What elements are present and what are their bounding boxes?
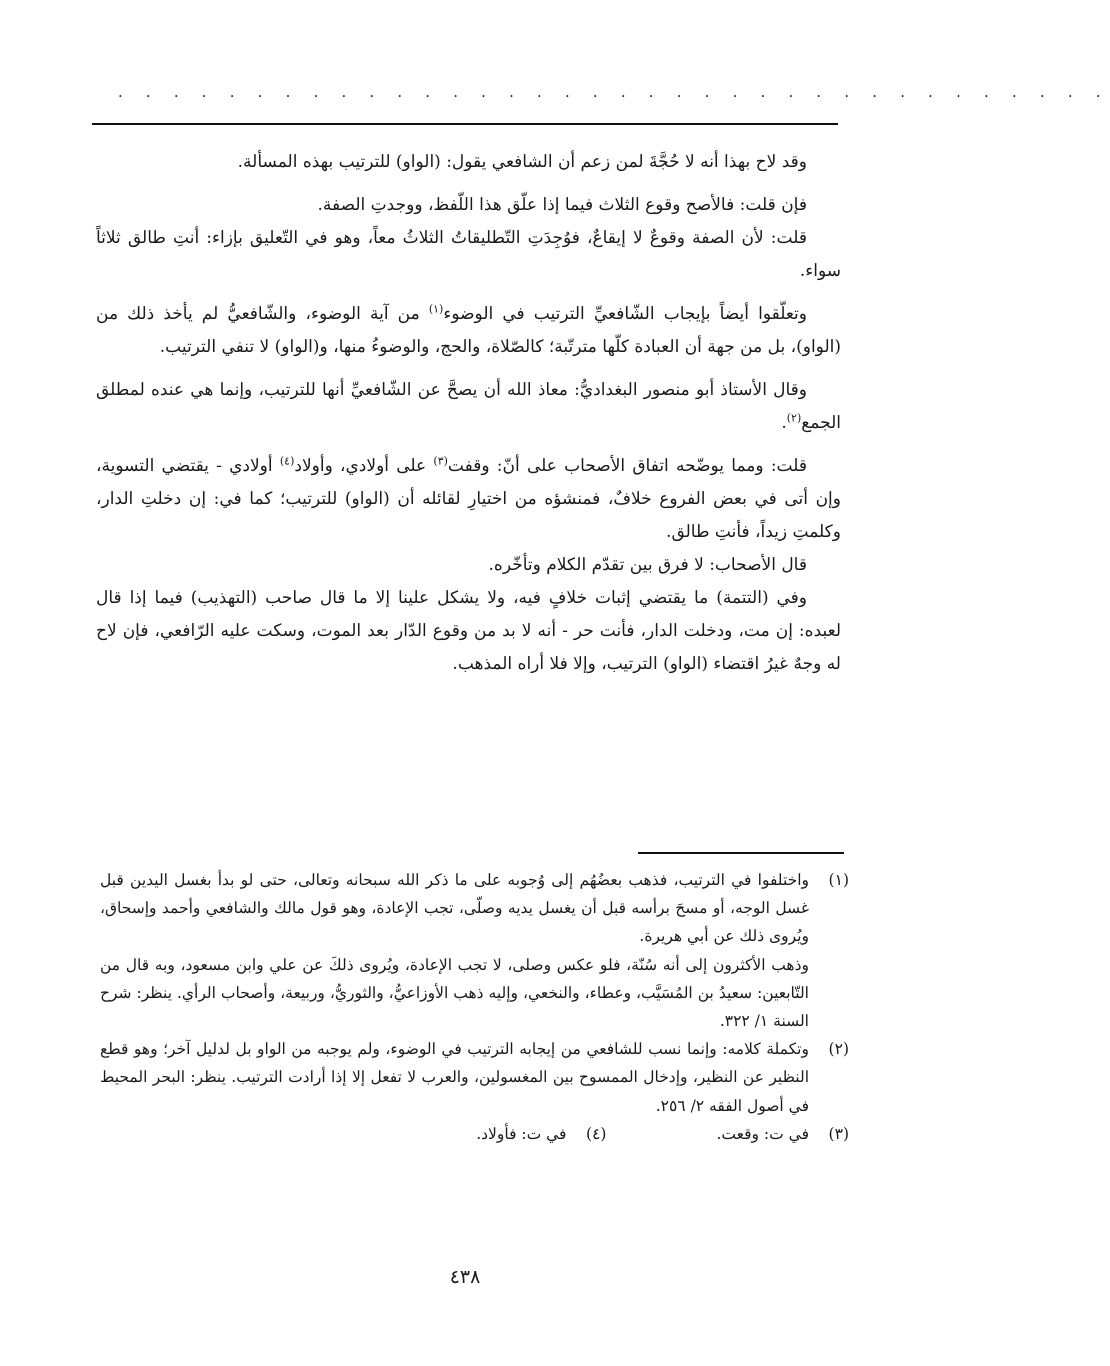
footnote-ref-3[interactable]: (٣) [433,454,448,468]
paragraph-5-end: . [781,413,787,433]
header-dotted-line: · · · · · · · · · · · · · · · · · · · · · · · · · · · · · · · · · · · · [118,87,1110,105]
footnote-1-paragraph-1: واختلفوا في الترتيب، فذهب بعضُهُم إلى وُجوبه على ما ذكر الله سبحانه وتعالى، حتى لو بدأ بغسل اليدين قبل غسل الوجه، أو مسحَ برأسه قبل أن يغسل يديه وصلّى، تجب الإعادة، وهو قول مالك والشافعي وأحمد وإسحاق، ويُروى ذلك عن أبي هريرة. [100,871,809,946]
footnote-1 [100,866,849,1035]
paragraph-4 [96,298,841,364]
page-number: ٤٣٨ [449,1266,481,1288]
paragraph-8: وفي (التتمة) ما يقتضي إثبات خلافٍ فيه، ولا يشكل علينا إلا ما قال صاحب (التهذيب) فيما إذا قال لعبده: إن مت، ودخلت الدار، فأنت حر - أنه لا بد من وقوع الدّار بعد الموت، وسكت عليه الرّافعي، فإن لاح له وجهٌ غيرُ اقتضاء (الواو) الترتيب، وإلا فلا أراه المذهب. [96,588,841,674]
footnote-ref-2[interactable]: (٢) [786,411,802,425]
footnote-3-number: (٣) [828,1124,849,1143]
header-rule [92,123,838,125]
footnote-1-paragraph-2: وذهب الأكثرون إلى أنه سُنّة، فلو عكس وصلى، لا تجب الإعادة، ويُروى ذلكَ عن علي وابن مسعود، وبه قال من التّابعين: سعيدُ بن المُسَيَّب، وعطاء، والنخعي، وإليه ذهب الأوزاعيُّ، والثوريُّ، وربيعة، وأصحاب الرأي. ينظر: شرح السنة ١/ ٣٢٢. [100,955,809,1031]
paragraph-4-end: من آية الوضوء، والشّافعيُّ لم يأخذ ذلك من (الواو)، بل من جهة أن العبادة كلّها مترتّبة؛ كالصّلاة، والحج، والوضوءُ منها، و(الواو) لا تنفي الترتيب. [96,304,841,357]
paragraph-6-start: قلت: ومما يوضّحه اتفاق الأصحاب على أنّ: وقفت [447,456,807,476]
paragraph-4-start: وتعلّقوا أيضاً بإيجاب الشّافعيِّ الترتيب في الوضوء [443,304,807,324]
footnote-ref-4[interactable]: (٤) [279,454,295,468]
paragraph-5 [96,374,841,440]
paragraph-5-start: وقال الأستاذ أبو منصور البغداديُّ: معاذ الله أن يصحَّ عن الشّافعيِّ أنها للترتيب، وإنما هي عنده لمطلق الجمع [96,380,841,433]
footnote-separator [638,852,844,854]
footnote-1-number: (١) [828,871,849,889]
footnotes-3-4 [100,1120,849,1148]
footnote-2-paragraph: وتكملة كلامه: وإنما نسب للشافعي من إيجابه الترتيب في الوضوء، ولم يوجبه من الواو بل لدليل آخر؛ وهو قطع النظير عن النظير، وإدخال الممسوح بين المغسولين، والعرب لا تفعل إلا إذا أرادت الترتيب. ينظر: البحر المحيط في أصول الفقه ٢/ ٢٥٦. [100,1040,809,1115]
footnote-4 [476,1120,606,1148]
footnote-2 [100,1035,849,1120]
paragraph-1: وقد لاح بهذا أنه لا حُجَّةَ لمن زعم أن الشافعي يقول: (الواو) للترتيب بهذه المسألة. [237,152,807,172]
footnote-2-number: (٢) [828,1040,849,1059]
paragraph-3: قلت: لأن الصفة وقوعٌ لا إيقاعٌ، فوُجِدَتِ التّطليقاتُ الثلاثُ معاً، وهو في التّعليق بإزاء: أنتِ طالق ثلاثاً سواء. [96,228,841,281]
footnote-4-text: في ت: فأولاد. [476,1124,567,1143]
footnote-3 [716,1120,849,1148]
footnote-ref-1[interactable]: (١) [428,302,444,316]
paragraph-2: فإن قلت: فالأصح وقوع الثلاث فيما إذا علّق هذا اللّفظ، ووجدتِ الصفة. [317,195,807,215]
footnotes [100,866,849,1148]
paragraph-7: قال الأصحاب: لا فرق بين تقدّم الكلام وتأخّره. [488,555,807,575]
footnote-3-text: في ت: وقعت. [716,1124,809,1143]
main-text [96,146,841,681]
footnote-4-number: (٤) [586,1124,607,1143]
paragraph-6 [96,450,841,549]
paragraph-6-middle: على أولادي، وأولاد [294,456,434,476]
paragraph-6-end: أولادي - يقتضي التسوية، وإن أتى في بعض الفروع خلافٌ، فمنشؤه من اختيارِ لقائله أن (الواو) للترتيب؛ كما في: إن دخلتِ الدار، وكلمتِ زيداً، فأنتِ طالق. [96,456,841,542]
